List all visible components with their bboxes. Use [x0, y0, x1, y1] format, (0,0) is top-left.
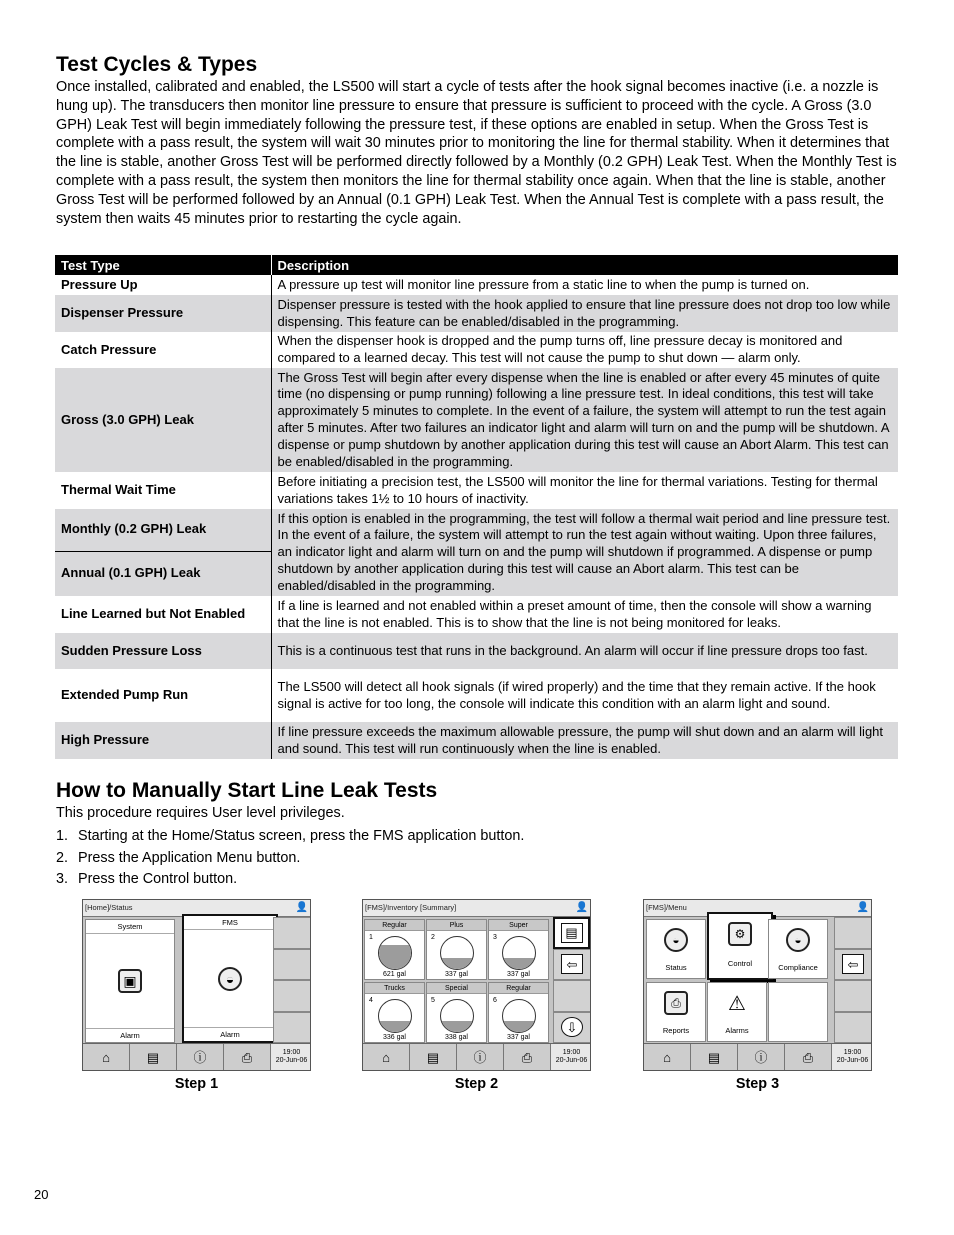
menu-label: Control — [727, 959, 753, 968]
clock-display — [271, 1044, 311, 1070]
test-type-cell: Thermal Wait Time — [55, 472, 271, 509]
menu-label: Compliance — [778, 963, 818, 972]
tank-tile[interactable] — [426, 919, 487, 980]
clock-date: 20-Jun-06 — [836, 1057, 869, 1064]
table-row — [55, 633, 898, 669]
menu-list-icon: ▤ — [561, 923, 583, 943]
table-row — [55, 722, 898, 759]
reports-button[interactable] — [646, 982, 706, 1042]
menu-label: Reports — [662, 1026, 690, 1035]
help-icon[interactable]: ⓘ — [738, 1044, 785, 1070]
description-cell: If line pressure exceeds the maximum allowable pressure, the pump will shut down and an alarm will light and sound. This test will run continuously when the line is enabled. — [271, 722, 898, 759]
bottom-dock — [83, 1043, 311, 1070]
menu-label: Alarms — [725, 1026, 749, 1035]
bottom-dock — [644, 1043, 872, 1070]
status-button[interactable] — [646, 919, 706, 979]
tank-name: Plus — [427, 920, 486, 931]
bottom-dock — [363, 1043, 591, 1070]
page-number: 20 — [34, 1187, 49, 1202]
screenshot-fms-menu — [643, 899, 872, 1071]
user-login-icon[interactable]: 👤 — [575, 902, 588, 913]
console-icon: ▣ — [118, 969, 142, 993]
table-header-row — [55, 255, 898, 275]
tank-name: Trucks — [365, 983, 424, 994]
list-item — [56, 826, 899, 848]
control-button[interactable] — [707, 912, 773, 980]
tank-gauge — [378, 999, 412, 1033]
side-button-column — [834, 917, 871, 1044]
description-cell: If this option is enabled in the programming, the test will follow a thermal wait period and line pressure test. In the event of a failure, the system will attempt to run the test again without waiting. Upon three failures, an indicator light and alarm will turn on and the pump will shutdown if programmed. A dispense or pump shutdown by another application during this test will cause an Abort alarm. This test can be enabled/disabled in the programming. — [271, 509, 898, 596]
test-type-cell: Pressure Up — [55, 275, 271, 295]
back-button[interactable] — [553, 949, 590, 981]
tank-icon: ◒ — [218, 967, 242, 991]
tank-gauge — [502, 936, 536, 970]
test-types-table — [55, 255, 898, 759]
clock-time: 19:00 — [562, 1049, 581, 1056]
tank-fill — [379, 1021, 411, 1032]
tank-fill — [441, 958, 473, 969]
tank-tile[interactable] — [488, 919, 549, 980]
list-icon[interactable]: ▤ — [130, 1044, 177, 1070]
side-button[interactable] — [273, 980, 310, 1012]
tank-number: 3 — [493, 934, 497, 941]
tank-name: Super — [489, 920, 548, 931]
system-label: System — [86, 922, 174, 934]
alarm-warning-icon: ⚠ — [728, 992, 746, 1015]
help-icon[interactable]: ⓘ — [177, 1044, 224, 1070]
arrow-down-icon: ⇩ — [561, 1017, 583, 1037]
printer-icon[interactable]: ⎙ — [224, 1044, 271, 1070]
printer-icon[interactable]: ⎙ — [785, 1044, 832, 1070]
table-row — [55, 596, 898, 633]
fms-label: FMS — [184, 918, 276, 930]
table-row — [55, 275, 898, 295]
table-row — [55, 669, 898, 722]
tank-name: Regular — [365, 920, 424, 931]
clock-display — [551, 1044, 591, 1070]
clock-time: 19:00 — [843, 1049, 862, 1056]
clock-date: 20-Jun-06 — [275, 1057, 308, 1064]
description-cell: The Gross Test will begin after every dispense when the line is enabled or after every 45 minutes of quite time (no dispensing or pump running) following a line pressure test. In ideal conditions, this test will take approximately 5 minutes to complete. In the event of a failure, the system will attempt to run the test again after 5 minutes. After two failures an indicator light and alarm will turn on and the pump will be shutdown. A dispense or pump shutdown by another application during this test will cause an Abort Alarm. This test can be enabled/disabled in the programming. — [271, 368, 898, 472]
scroll-down-button[interactable] — [553, 1012, 590, 1044]
table-row — [55, 368, 898, 472]
breadcrumb: [Home]/Status — [85, 903, 133, 912]
system-alarm-label: Alarm — [86, 1028, 174, 1040]
screenshot-fms-inventory — [362, 899, 591, 1071]
tank-fill — [503, 1021, 535, 1032]
system-app-button[interactable] — [85, 919, 175, 1043]
breadcrumb: [FMS]/Menu — [646, 903, 687, 912]
fms-app-button[interactable] — [182, 914, 278, 1043]
alarms-button[interactable] — [707, 982, 767, 1042]
section-title-test-cycles: Test Cycles & Types — [56, 53, 258, 76]
header-test-type: Test Type — [55, 255, 271, 275]
tank-number: 4 — [369, 997, 373, 1004]
clock-date: 20-Jun-06 — [555, 1057, 588, 1064]
list-icon[interactable]: ▤ — [410, 1044, 457, 1070]
tank-tile[interactable] — [488, 982, 549, 1043]
fms-alarm-label: Alarm — [184, 1027, 276, 1039]
step-number: 3. — [56, 871, 69, 887]
tank-gauge — [440, 936, 474, 970]
tank-tile[interactable] — [426, 982, 487, 1043]
step-number: 2. — [56, 849, 69, 866]
side-button-column — [553, 917, 590, 1044]
step-2-caption: Step 2 — [454, 1076, 499, 1092]
side-button[interactable] — [273, 949, 310, 981]
application-menu-button[interactable] — [553, 917, 590, 949]
step-number: 1. — [56, 828, 69, 844]
test-type-cell: Extended Pump Run — [55, 669, 271, 722]
home-icon[interactable]: ⌂ — [83, 1044, 130, 1070]
table-row — [55, 295, 898, 332]
test-type-cell: Catch Pressure — [55, 332, 271, 368]
empty-menu-slot — [768, 982, 828, 1042]
back-button[interactable] — [834, 949, 871, 981]
user-login-icon[interactable]: 👤 — [295, 902, 308, 913]
control-icon: ⚙ — [728, 922, 752, 946]
tank-fill — [503, 958, 535, 969]
arrow-left-icon: ⇦ — [561, 954, 583, 974]
tank-fill — [441, 1021, 473, 1032]
arrow-left-icon: ⇦ — [842, 954, 864, 974]
description-cell: This is a continuous test that runs in the background. An alarm will occur if line pressure drops too fast. — [271, 633, 898, 669]
table-row — [55, 332, 898, 368]
tank-volume: 338 gal — [445, 1034, 468, 1041]
clock-display — [832, 1044, 872, 1070]
test-type-cell: Gross (3.0 GPH) Leak — [55, 368, 271, 472]
compliance-icon: ◒ — [786, 928, 810, 952]
screen-title-bar — [363, 900, 591, 917]
procedure-steps — [56, 826, 899, 891]
breadcrumb: [FMS]/Inventory [Summary] — [365, 903, 457, 912]
tank-gauge — [440, 999, 474, 1033]
side-button[interactable] — [834, 980, 871, 1012]
tank-number: 5 — [431, 997, 435, 1004]
description-cell: A pressure up test will monitor line pressure from a static line to when the pump is turned on. — [271, 275, 898, 295]
tank-tile[interactable] — [364, 919, 425, 980]
tank-number: 2 — [431, 934, 435, 941]
side-button-column — [273, 917, 310, 1044]
reports-icon: ⎙ — [664, 991, 688, 1015]
side-button[interactable] — [273, 917, 310, 949]
compliance-button[interactable] — [768, 919, 828, 979]
description-cell: Dispenser pressure is tested with the hook applied to ensure that line pressure does not drop too low while dispensing. This feature can be enabled/disabled in the programming. — [271, 295, 898, 332]
home-icon[interactable]: ⌂ — [363, 1044, 410, 1070]
side-button[interactable] — [553, 980, 590, 1012]
test-type-cell: High Pressure — [55, 722, 271, 759]
procedure-intro: This procedure requires User level privileges. — [56, 805, 345, 821]
step-text: Press the Application Menu button. — [78, 849, 301, 866]
tank-gauge — [502, 999, 536, 1033]
tank-tile[interactable] — [364, 982, 425, 1043]
tank-volume: 621 gal — [383, 971, 406, 978]
help-icon[interactable]: ⓘ — [457, 1044, 504, 1070]
table-row — [55, 472, 898, 509]
tank-volume: 336 gal — [383, 1034, 406, 1041]
printer-icon[interactable]: ⎙ — [504, 1044, 551, 1070]
list-icon[interactable]: ▤ — [691, 1044, 738, 1070]
description-cell: The LS500 will detect all hook signals (if wired properly) and the time that they remain active. If the hook signal is active for too long, the console will indicate this condition with an alarm light and sound. — [271, 669, 898, 722]
test-type-cell: Dispenser Pressure — [55, 295, 271, 332]
tank-volume: 337 gal — [507, 1034, 530, 1041]
side-button[interactable] — [273, 1012, 310, 1044]
section-title-manual-leak-tests: How to Manually Start Line Leak Tests — [56, 779, 438, 802]
tank-number: 6 — [493, 997, 497, 1004]
tank-gauge — [378, 936, 412, 970]
tank-name: Regular — [489, 983, 548, 994]
home-icon[interactable]: ⌂ — [644, 1044, 691, 1070]
test-type-cell: Annual (0.1 GPH) Leak — [55, 551, 271, 596]
side-button[interactable] — [834, 1012, 871, 1044]
tank-fill — [379, 945, 411, 969]
description-cell: If a line is learned and not enabled within a preset amount of time, then the console will show a warning that the line is not enabled. This is to show that the line is not being monitored for leaks. — [271, 596, 898, 633]
test-type-cell: Monthly (0.2 GPH) Leak — [55, 509, 271, 551]
tank-volume: 337 gal — [445, 971, 468, 978]
description-cell: Before initiating a precision test, the LS500 will monitor the line for thermal variations. Testing for thermal variations takes 1½ to 10 hours of inactivity. — [271, 472, 898, 509]
list-item — [56, 848, 899, 870]
status-icon: ◒ — [664, 928, 688, 952]
tank-number: 1 — [369, 934, 373, 941]
test-type-cell: Line Learned but Not Enabled — [55, 596, 271, 633]
test-cycles-intro: Once installed, calibrated and enabled, the LS500 will start a cycle of tests after the hook signal becomes inactive (i.e. a nozzle is hung up). The transducers then monitor line pressure to ensure that pressure is sufficient to proceed with the cycle. A Gross (3.0 GPH) Leak Test will begin immediately following the pressure test, if these options are enabled in setup. When the Gross Test is complete with a pass result, the system will wait 30 minutes prior to monitoring the line for thermal stability. When it determines that the line is stable, another Gross Test will be performed directly followed by a Monthly (0.2 GPH) Leak Test. When the Monthly Test is complete with a pass result, the system then monitors the line for thermal stability once again. When that the line is stable, another Gross Test will be performed followed by an Annual (0.1 GPH) Leak Test. When the Annual Test is complete with a pass result, the system then waits 45 minutes prior to restarting the cycle again. — [56, 79, 897, 227]
clock-time: 19:00 — [282, 1049, 301, 1056]
tank-volume: 337 gal — [507, 971, 530, 978]
step-text: Starting at the Home/Status screen, press the FMS application button. — [78, 828, 525, 844]
test-type-cell: Sudden Pressure Loss — [55, 633, 271, 669]
table-row — [55, 509, 898, 551]
tank-name: Special — [427, 983, 486, 994]
step-1-caption: Step 1 — [174, 1076, 219, 1092]
step-3-caption: Step 3 — [735, 1076, 780, 1092]
list-item — [56, 869, 899, 891]
screenshot-home-status — [82, 899, 311, 1071]
user-login-icon[interactable]: 👤 — [856, 902, 869, 913]
menu-label: Status — [665, 963, 687, 972]
description-cell: When the dispenser hook is dropped and the pump turns off, line pressure decay is monitored and compared to a learned decay. This test will not cause the pump to shut down — alarm only. — [271, 332, 898, 368]
step-text: Press the Control button. — [78, 871, 238, 887]
side-button[interactable] — [834, 917, 871, 949]
header-description: Description — [271, 255, 898, 275]
